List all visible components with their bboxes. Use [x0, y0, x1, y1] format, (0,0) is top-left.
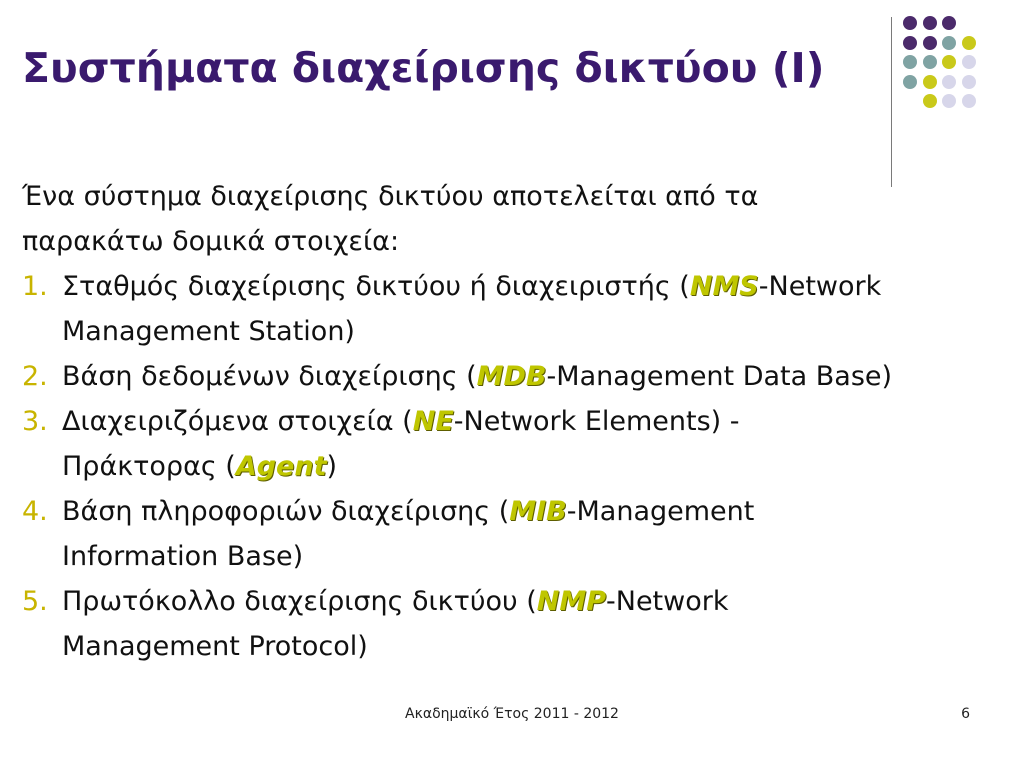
item-text: Βάση δεδομένων διαχείρισης ( — [62, 361, 477, 392]
list-item — [22, 264, 902, 354]
item-number: 4. — [22, 496, 48, 527]
item-text-rest: -Network Elements) - Πράκτορας ( — [62, 406, 740, 482]
item-abbreviation-agent: Agent — [235, 451, 327, 482]
decorative-dot — [903, 36, 917, 50]
decorative-dot — [942, 55, 956, 69]
decorative-dot-grid — [900, 13, 1010, 163]
decorative-dot — [942, 94, 956, 108]
item-number: 3. — [22, 406, 48, 437]
item-text: Διαχειριζόμενα στοιχεία ( — [62, 406, 413, 437]
item-text-rest: -Network Management Protocol) — [62, 586, 729, 662]
item-text: Πρωτόκολλο διαχείρισης δικτύου ( — [62, 586, 537, 617]
decorative-dot — [962, 75, 976, 89]
item-number: 1. — [22, 271, 48, 302]
decorative-dot — [903, 75, 917, 89]
page-number: 6 — [961, 706, 970, 722]
item-abbreviation: MDB — [476, 361, 547, 392]
item-text-rest: -Management Information Base) — [62, 496, 755, 572]
footer-academic-year: Ακαδημαϊκό Έτος 2011 - 2012 — [405, 706, 619, 722]
item-abbreviation: NMP — [536, 586, 606, 617]
item-text: Βάση πληροφοριών διαχείρισης ( — [62, 496, 510, 527]
intro-text: Ένα σύστημα διαχείρισης δικτύου αποτελείται από τα παρακάτω δομικά στοιχεία: — [22, 181, 759, 257]
item-abbreviation: NMS — [689, 271, 759, 302]
item-number: 5. — [22, 586, 48, 617]
list-item — [22, 579, 902, 669]
slide-body — [22, 174, 902, 669]
item-number: 2. — [22, 361, 48, 392]
item-text-rest: -Network Management Station) — [62, 271, 882, 347]
list-item — [22, 354, 902, 399]
item-text-end: ) — [326, 451, 338, 482]
list-item — [22, 489, 902, 579]
decorative-dot — [923, 55, 937, 69]
decorative-dot — [942, 16, 956, 30]
item-text-rest: -Management Data Base) — [546, 361, 893, 392]
decorative-dot — [903, 55, 917, 69]
component-list — [22, 264, 902, 669]
list-item — [22, 399, 902, 489]
item-text: Σταθμός διαχείρισης δικτύου ή διαχειριστής ( — [62, 271, 690, 302]
decorative-dot — [923, 75, 937, 89]
decorative-dot — [923, 94, 937, 108]
item-abbreviation: MIB — [509, 496, 567, 527]
decorative-dot — [923, 16, 937, 30]
item-abbreviation: NE — [412, 406, 454, 437]
decorative-dot — [942, 75, 956, 89]
slide-title: Συστήματα διαχείρισης δικτύου (Ι) — [22, 44, 825, 92]
decorative-dot — [903, 16, 917, 30]
divider-line — [891, 17, 892, 187]
decorative-dot — [923, 36, 937, 50]
decorative-dot — [962, 36, 976, 50]
decorative-dot — [942, 36, 956, 50]
decorative-dot — [962, 94, 976, 108]
decorative-dot — [962, 55, 976, 69]
